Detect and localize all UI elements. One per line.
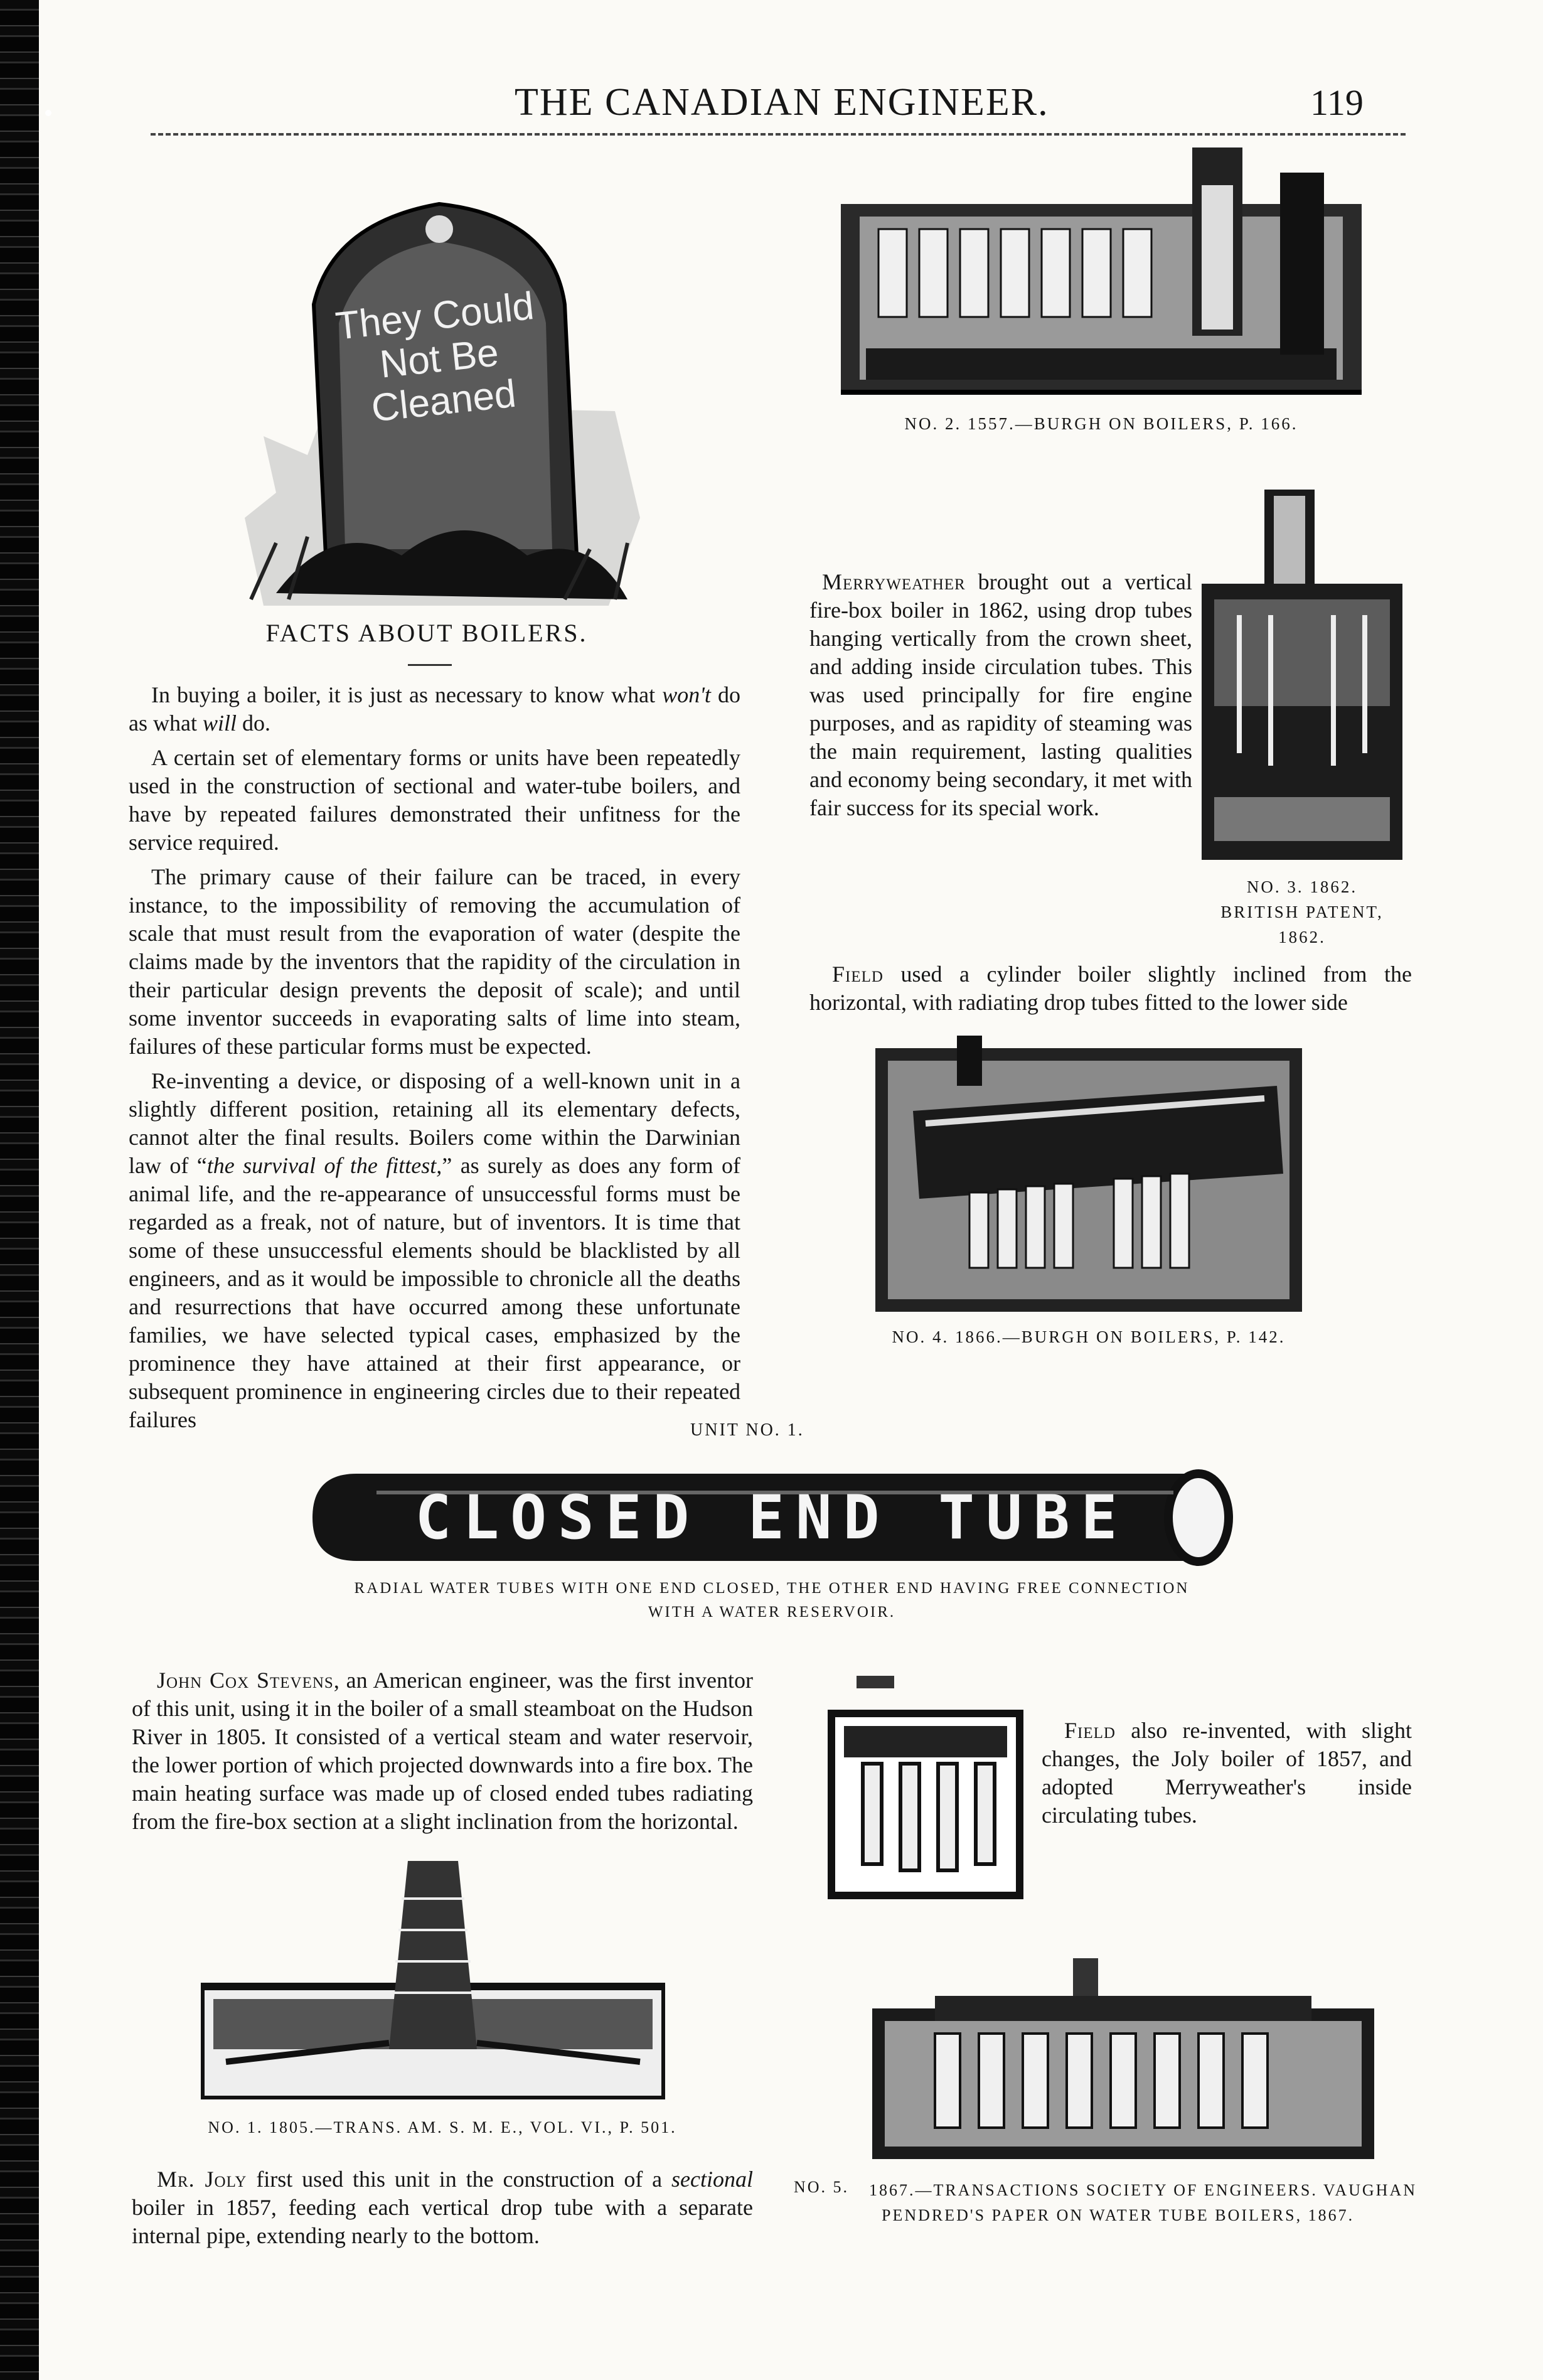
joly-paragraph: Mr. Joly first used this unit in the construction of a sectional boiler in 1857, feeding each vertical drop tube with a separate internal pipe, extending nearly to the bottom.	[132, 2167, 754, 2248]
fig3-vertical-boiler	[1195, 490, 1409, 866]
fig4-caption: NO. 4. 1866.—BURGH ON BOILERS, P. 142.	[892, 1327, 1286, 1346]
fig1-steamboat-boiler	[201, 1861, 665, 2099]
article-paragraph-4: Re-inventing a device, or disposing of a well-known unit in a slightly different position, retaining all its elementary defects, cannot alter the final results. Boilers come within the Darwinian law of “the survival of the fittest,” as surely as does any form of animal life, and the re-appearance of unsuccessful forms must be regarded as a freak, not of nature, but of inventors. It is time that some of these unsuccessful elements should be blacklisted by all engineers, and as it would be impossible to chronicle all the deaths and resurrections that have occurred among these unfortunate families, we have selected typical cases, emphasized by the prominence they have attained at their first appearance, or subsequent prominence in engineering circles due to their repeated failures	[129, 1068, 740, 1432]
fig3-caption-number: NO. 3. 1862.	[1246, 877, 1358, 896]
fig3-caption	[1195, 874, 1409, 950]
fig3-caption-source: BRITISH PATENT, 1862.	[1220, 903, 1384, 946]
article-paragraph-1: In buying a boiler, it is just as necessary to know what won't do as what will do.	[129, 682, 741, 736]
unit-caption-line-1: RADIAL WATER TUBES WITH ONE END CLOSED, THE OTHER END HAVING FREE CONNECTION	[354, 1580, 1190, 1597]
fig5-caption-line-1: 1867.—TRANSACTIONS SOCIETY OF ENGINEERS. VAUGHAN	[869, 2181, 1418, 2199]
unit-caption-line-2: WITH A WATER RESERVOIR.	[648, 1604, 896, 1621]
unit-label: UNIT NO. 1.	[690, 1420, 804, 1440]
fig2-caption: NO. 2. 1557.—BURGH ON BOILERS, P. 166.	[904, 414, 1298, 433]
merryweather-name: Merryweather	[822, 569, 966, 594]
merryweather-paragraph: Merryweather brought out a vertical fire-box boiler in 1862, using drop tubes hanging vertically from the crown sheet, and adding inside circulation tubes. This was used principally for fire engine purposes, and as rapidity of steaming was the main requirement, lasting qualities and economy being secondary, it met with fair success for its special work.	[809, 569, 1192, 820]
journal-title: THE CANADIAN ENGINEER.	[515, 81, 1049, 124]
stevens-name: John Cox Stevens	[157, 1668, 334, 1693]
field-joly-boiler-drawing	[819, 1676, 1026, 1902]
fig5-caption	[869, 2178, 1421, 2228]
field-name-1: Field	[832, 962, 884, 987]
header-rule	[151, 133, 1406, 136]
article-paragraph-2: A certain set of elementary forms or units have been repeatedly used in the construction of sectional and water-tube boilers, and have by repeated failures demonstrated their unfitness for the service required.	[129, 745, 740, 855]
field-paragraph-2: Field also re-invented, with slight changes, the Joly boiler of 1857, and adopted Merryweather's inside circulating tubes.	[1042, 1718, 1412, 1828]
speck	[45, 110, 51, 116]
fig5-number: NO. 5.	[794, 2178, 850, 2196]
page-number: 119	[1310, 82, 1364, 123]
binding-spine	[0, 0, 39, 2380]
fig1-caption: NO. 1. 1805.—TRANS. AM. S. M. E., VOL. VI., P. 501.	[208, 2118, 677, 2136]
fig5-sectional-boiler	[872, 1958, 1374, 2159]
tube-label: CLOSED END TUBE	[415, 1482, 1129, 1553]
fig2-boiler-drawing	[841, 147, 1362, 399]
joly-name: Mr. Joly	[157, 2167, 247, 2192]
fig5-caption-line-2: PENDRED'S PAPER ON WATER TUBE BOILERS, 1867.	[882, 2206, 1355, 2224]
fig4-cylinder-boiler	[875, 1036, 1302, 1312]
stevens-paragraph: John Cox Stevens, an American engineer, was the first inventor of this unit, using it in the boiler of a small steamboat on the Hudson River in 1805. It consisted of a vertical steam and water reservoir, the lower portion of which projected downwards into a fire box. The main heating surface was made up of closed ended tubes radiating from the fire-box section at a slight inclination from the horizontal.	[132, 1668, 753, 1834]
unit-caption	[276, 1577, 1268, 1624]
article-heading: FACTS ABOUT BOILERS.	[265, 619, 588, 647]
field-paragraph-1: Field used a cylinder boiler slightly inclined from the horizontal, with radiating drop tubes fitted to the lower side	[809, 962, 1412, 1015]
heading-rule	[408, 664, 452, 666]
field-name-2: Field	[1064, 1718, 1116, 1743]
tombstone-inscription: They Could Not Be Cleaned	[333, 284, 537, 431]
article-body	[129, 681, 740, 1440]
article-paragraph-3: The primary cause of their failure can be traced, in every instance, to the impossibility of removing the accumulation of scale that must result from the evaporation of water (despite the claims made by the inventors that the rapidity of the circulation in their particular design prevents the deposit of scale); and until some inventor succeeds in evaporating salts of lime into steam, failures of these particular forms must be expected.	[129, 864, 740, 1059]
